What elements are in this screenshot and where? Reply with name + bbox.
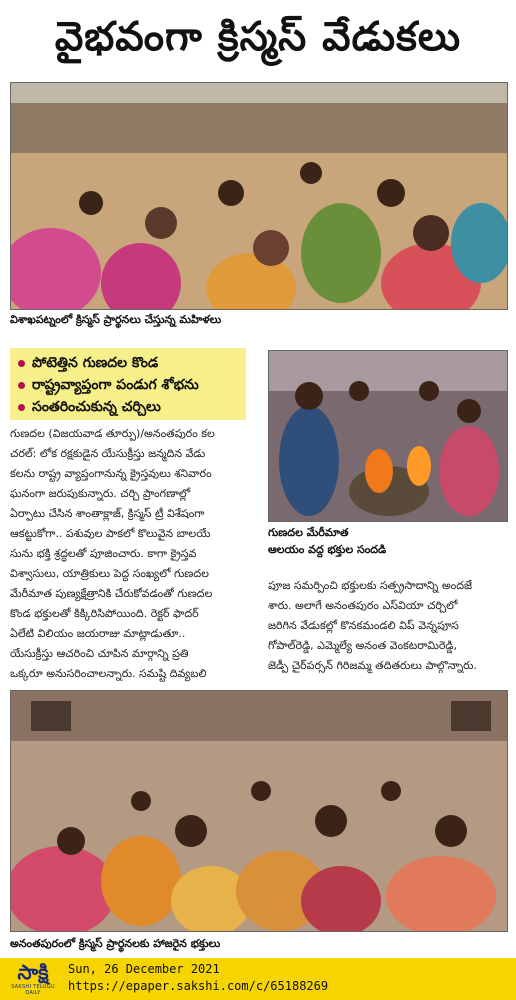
article-line: ఒక్కరూ అనుసరించాలన్నారు. సమష్టి దివ్యబలి [10, 667, 207, 680]
article-line: ఏలేటి విలియం జయరాజు మాట్లాడుతూ.. [10, 627, 186, 640]
headline: వైభవంగా క్రిస్మస్ వేడుకలు [54, 14, 462, 60]
logo-text: సాక్షి [17, 960, 49, 984]
photo2-caption-line2: ఆలయం వద్ద భక్తుల సందడి [268, 543, 387, 556]
article-line: గుణదల (విజయవాడ తూర్పు)/అనంతపురం కల [10, 427, 215, 440]
article-line: ఏర్పాటు చేసిన శాంతాక్లాజ్, క్రిస్మస్ ట్రీ విశేషంగా [10, 507, 205, 520]
edition-date: Sun, 26 December 2021 [68, 962, 220, 976]
photo-visakhapatnam-prayers [10, 82, 508, 310]
article-line: ఆకట్టుకోగా.. పశువుల పాకలో కొలువైన బాలయే [10, 527, 211, 540]
article-line: గోపాల్‌రెడ్డి, ఎమ్మెల్యే అనంత వెంకటరామిరెడ్డి, [268, 639, 458, 652]
epaper-url[interactable]: https://epaper.sakshi.com/c/65188269 [68, 979, 329, 993]
photo2-caption-line1: గుణదల మేరీమాత [268, 526, 349, 539]
sakshi-logo [4, 960, 62, 998]
photo3-caption: అనంతపురంలో క్రిస్మస్ ప్రార్థనలకు హాజరైన భక్తులు [10, 937, 221, 950]
article-line: పూజ సమర్పించి భక్తులకు సత్ప్రసాదాన్ని అందజే [268, 579, 473, 592]
article-line: జెడ్పీ చైర్‌పర్సన్ గిరిజమ్మ తదితరులు పాల్గొన్నారు. [268, 659, 477, 672]
article-line: యేసుక్రీస్తు ఆచరించి చూపిన మార్గాన్ని ప్రతి [10, 647, 189, 660]
article-line: మేరీమాత పుణ్యక్షేత్రానికి చేరుకోవడంతో గుణదల [10, 587, 213, 600]
article-line: జరిగిన వేడుకల్లో కొనకమండలి విప్ వెన్నపూస [268, 619, 459, 632]
article-line: కొండ భక్తులతో కిక్కిరిసిపోయింది. రెక్టర్ ఫాదర్ [10, 607, 199, 620]
article-line: శారు. అలాగే అనంతపురం ఎస్‌వియా చర్చిలో [268, 599, 458, 612]
photo-gunadala-devotees [268, 350, 508, 522]
highlight-item: పోటెత్తిన గుణదల కొండ [16, 352, 240, 374]
highlight-item: రాష్ట్రవ్యాప్తంగా పండుగ శోభను [16, 374, 240, 396]
article-left-column [10, 424, 250, 684]
article-line: సును భక్తి శ్రద్ధలతో పూజించారు. కాగా క్రైస్తవ [10, 547, 197, 560]
photo1-caption: విశాఖపట్నంలో క్రిస్మస్ ప్రార్థనలు చేస్తున్న మహిళలు [10, 313, 222, 326]
article-line: ఘనంగా జరుపుకున్నారు. చర్చి ప్రాంగణాల్లో [10, 487, 191, 500]
photo-anantapur-prayers [10, 690, 508, 932]
logo-tagline: SAKSHI TELUGU DAILY [11, 984, 55, 996]
highlight-item: సంతరించుకున్న చర్చిలు [16, 396, 240, 418]
highlights-box [10, 348, 246, 420]
article-line: చరల్: లోక రక్షకుడైన యేసుక్రీస్తు జన్మదిన వేడు [10, 447, 206, 460]
epaper-footer [0, 958, 516, 1000]
article-right-column [268, 576, 508, 676]
article-line: విశ్వాసులు, యాత్రికులు పెద్ద సంఖ్యలో గుణదల [10, 567, 209, 580]
article-line: కలను రాష్ట్ర వ్యాప్తంగానున్న క్రైస్తవులు శనివారం [10, 467, 212, 480]
